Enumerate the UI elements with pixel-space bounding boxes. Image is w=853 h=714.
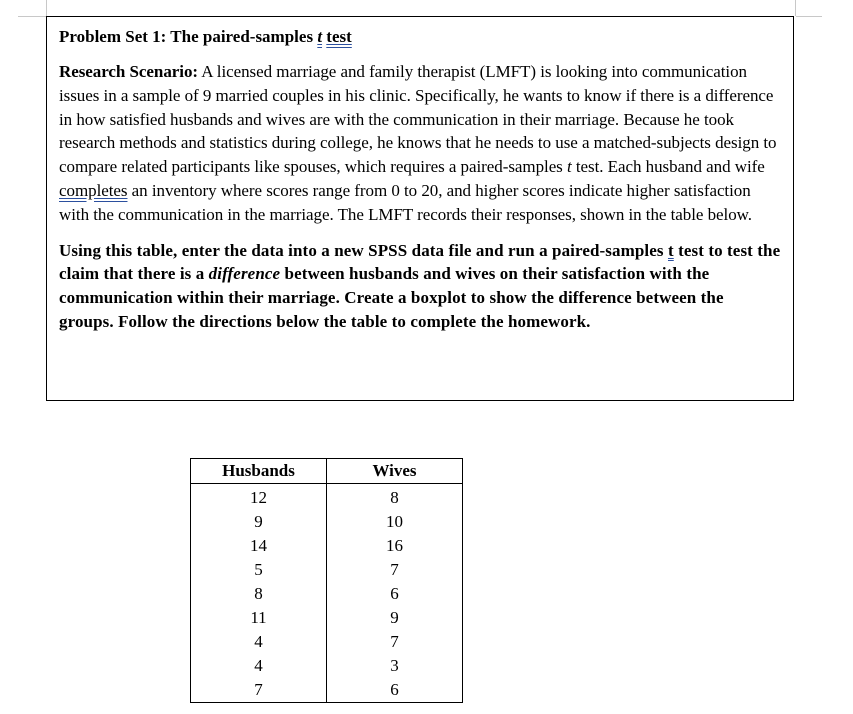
wife-score: 9 <box>327 606 463 630</box>
husband-score: 11 <box>191 606 327 630</box>
instructions-paragraph <box>59 239 781 334</box>
page-margin-mark-top-right <box>796 16 822 17</box>
scenario-completes-word: completes <box>59 180 128 200</box>
scenario-text-2: test. Each husband and wife <box>571 157 765 177</box>
table-row <box>191 558 463 582</box>
wife-score: 7 <box>327 630 463 654</box>
problem-set-box <box>46 16 794 401</box>
table-row <box>191 606 463 630</box>
husband-score: 9 <box>191 510 327 534</box>
husband-score: 12 <box>191 484 327 511</box>
table-row <box>191 654 463 678</box>
instructions-text-1: Using this table, enter the data into a new SPSS data file and run a paired-samples <box>59 240 668 260</box>
wife-score: 16 <box>327 534 463 558</box>
scenario-text-1: A licensed marriage and family therapist (LMFT) is looking into communication issues in a sample of 9 married couples in his clinic. Specifically, he wants to know if there is a difference in how satisfied husbands and wives are with the communication in their marriage. Because he took research methods and statistics during college, he knows that he needs to use a matched-subjects design to compare related participants like spouses, which requires a paired-samples <box>59 62 777 177</box>
research-scenario-paragraph <box>59 60 781 227</box>
problem-title <box>59 27 781 46</box>
husband-score: 7 <box>191 678 327 703</box>
table-row <box>191 678 463 703</box>
scores-table <box>190 458 463 703</box>
instructions-text-2: test to test the claim that there is a <box>59 240 781 284</box>
page-margin-mark-vertical-right <box>795 0 796 16</box>
wife-score: 6 <box>327 678 463 703</box>
table-row <box>191 582 463 606</box>
page-margin-mark-vertical-left <box>46 0 47 16</box>
wife-score: 3 <box>327 654 463 678</box>
table-row <box>191 630 463 654</box>
header-wives: Wives <box>327 459 463 484</box>
instructions-t-word: t <box>667 240 674 260</box>
husband-score: 8 <box>191 582 327 606</box>
page-margin-mark-top-left <box>18 16 46 17</box>
instructions-text-3: between husbands and wives on their satisfaction with the communication within their marriage. Create a boxplot to show the difference between the groups. Follow the directions below the table to complete the homework. <box>59 264 724 331</box>
instructions-difference-italic: difference <box>208 264 281 284</box>
table-row <box>191 484 463 511</box>
wife-score: 7 <box>327 558 463 582</box>
header-husbands: Husbands <box>191 459 327 484</box>
scenario-text-3: an inventory where scores range from 0 to 20, and higher scores indicate higher satisfaction with the communication in the marriage. The LMFT records their responses, shown in the table below. <box>59 180 752 224</box>
wife-score: 10 <box>327 510 463 534</box>
table-row <box>191 534 463 558</box>
husband-score: 4 <box>191 654 327 678</box>
scenario-t-italic: t <box>566 157 572 177</box>
title-t-italic: t <box>317 27 323 46</box>
husband-score: 14 <box>191 534 327 558</box>
title-prefix: Problem Set 1: The paired-samples <box>59 27 318 46</box>
husband-score: 5 <box>191 558 327 582</box>
table-row <box>191 510 463 534</box>
husband-score: 4 <box>191 630 327 654</box>
wife-score: 8 <box>327 484 463 511</box>
table-header-row <box>191 459 463 484</box>
title-test-word: test <box>326 27 352 46</box>
wife-score: 6 <box>327 582 463 606</box>
scenario-label: Research Scenario: <box>59 62 199 81</box>
